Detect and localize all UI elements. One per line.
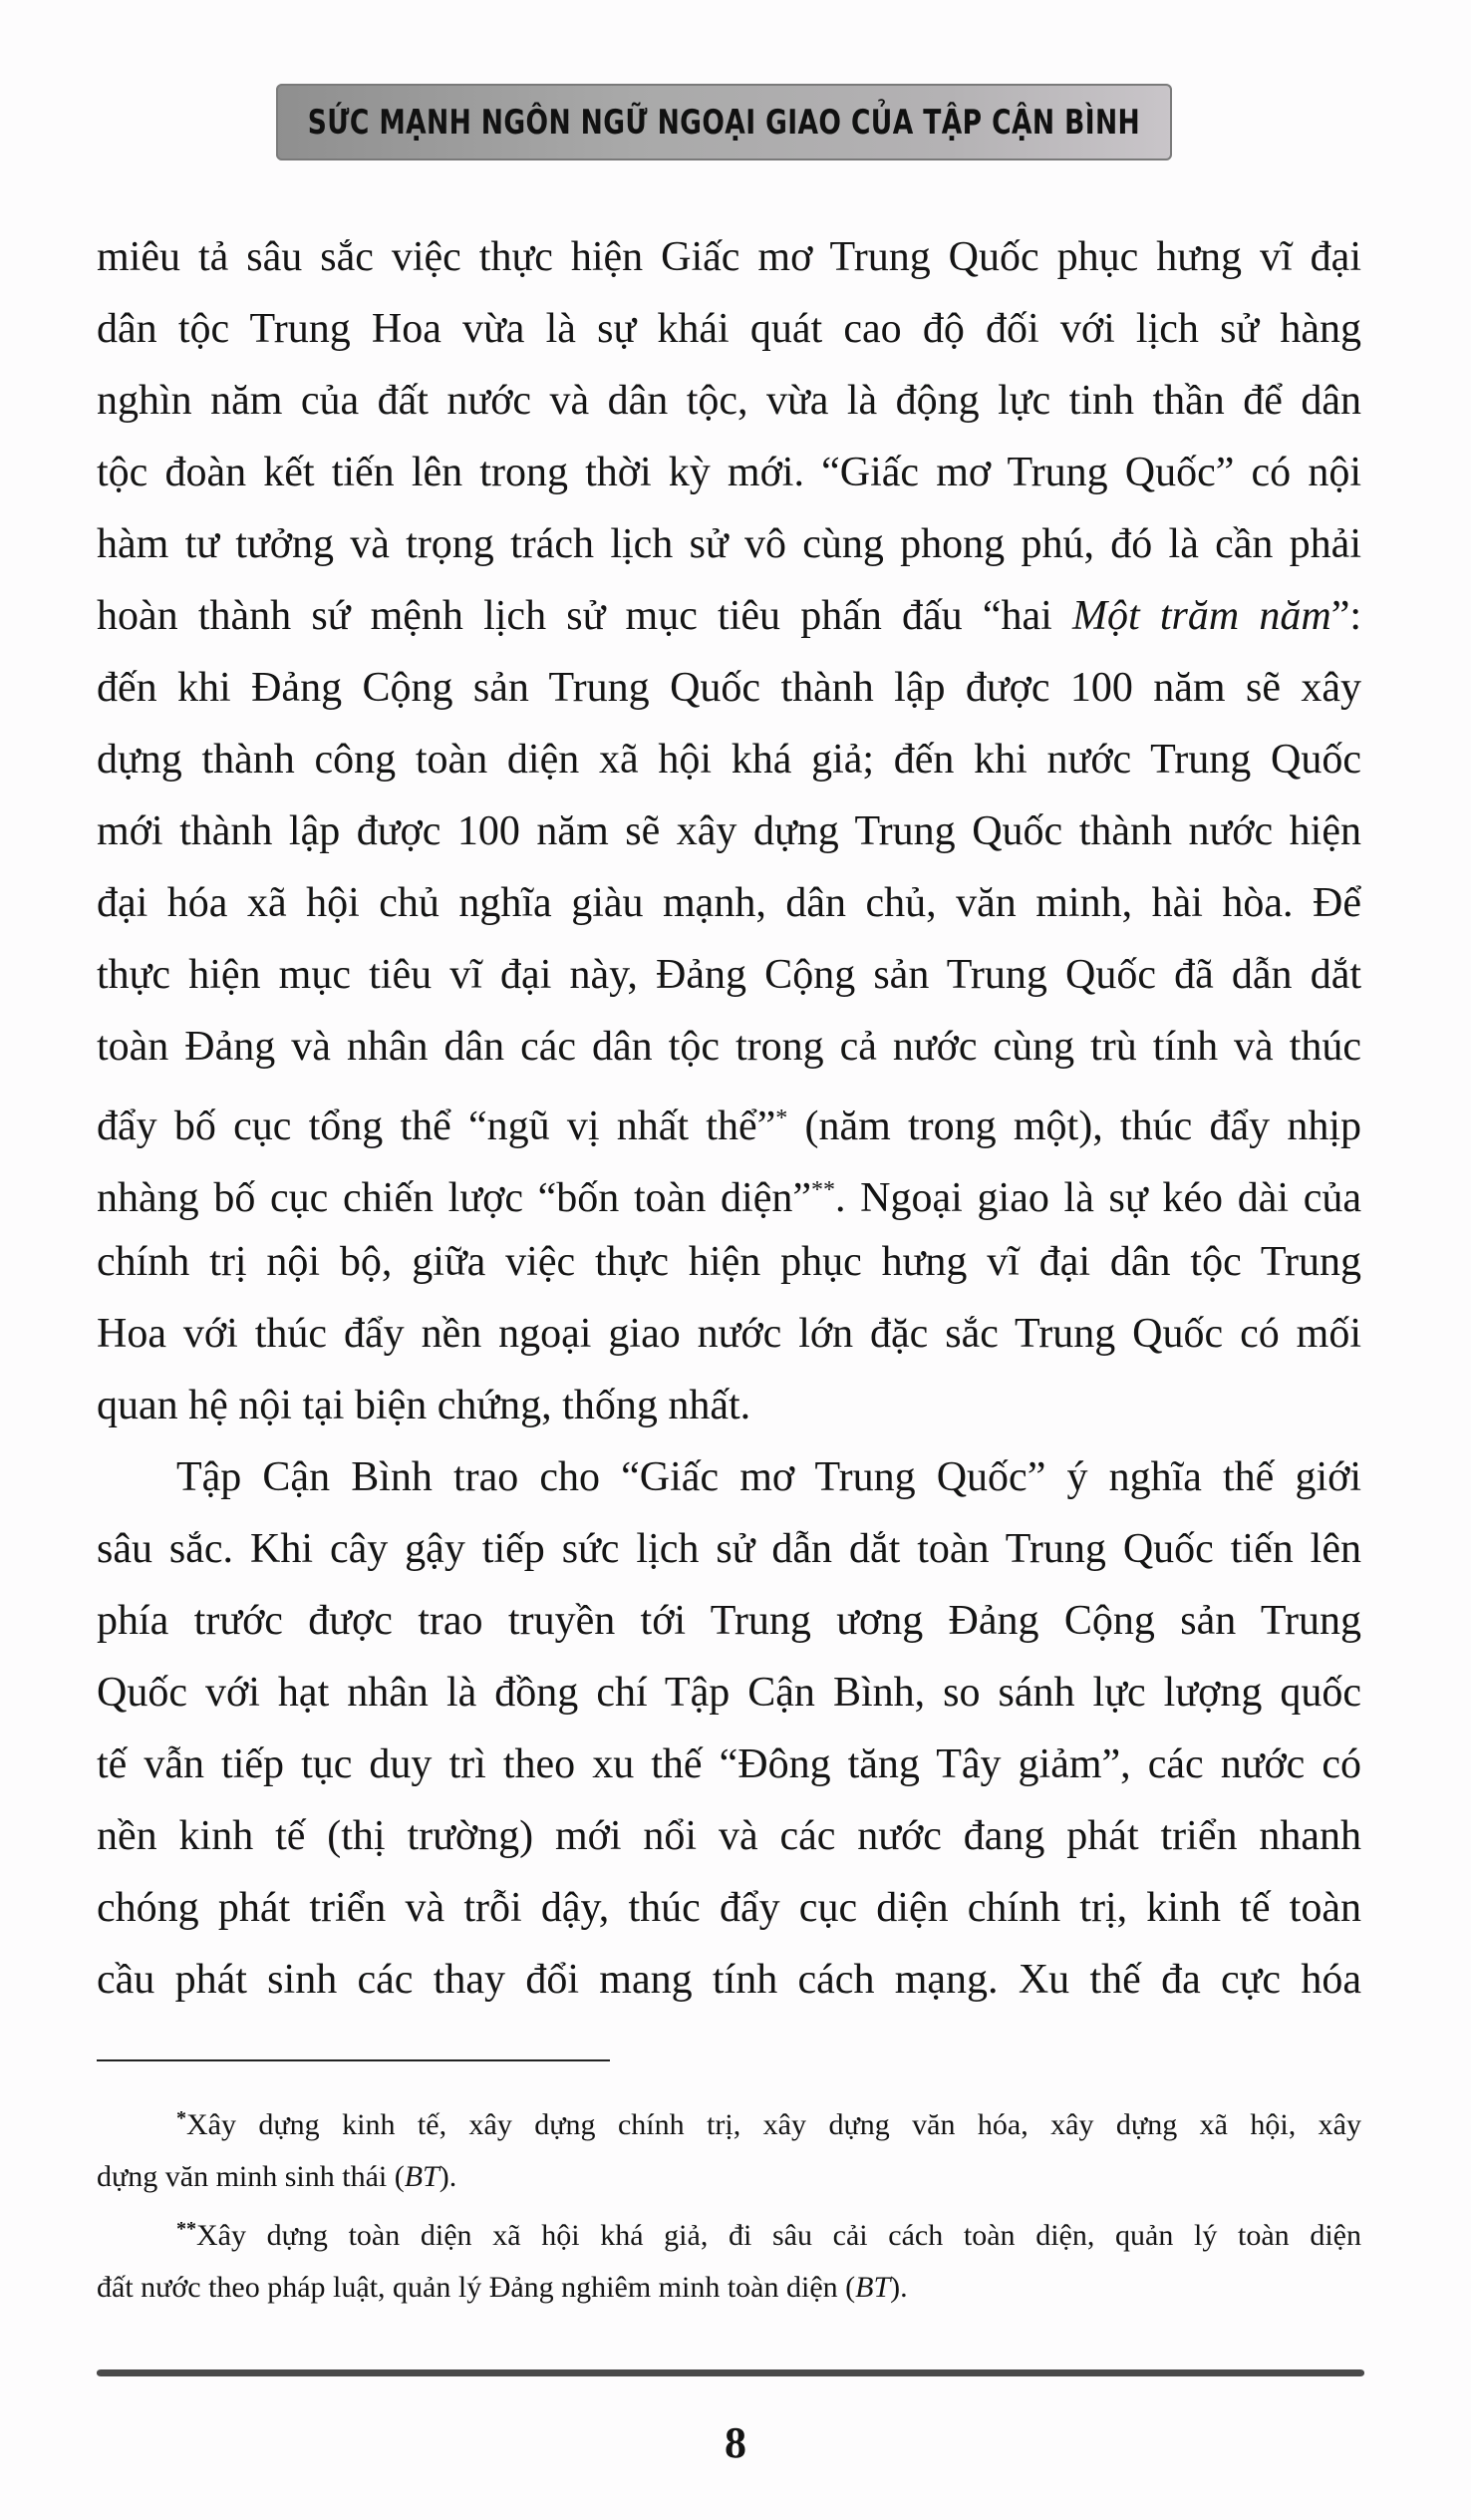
footnotes [97,2092,1361,2314]
footnote-separator [97,2059,610,2061]
running-header [276,84,1172,160]
text-line: quan hệ nội tại biện chứng, thống nhất. [97,1383,751,1428]
text-run: Xây dựng kinh tế, xây dựng chính trị, xây dựng văn hóa, xây dựng xã hội, xây [186,2108,1361,2141]
text-run: Một trăm năm [1071,593,1331,639]
text-run: đất nước theo pháp luật, quản lý Đảng nghiêm minh toàn diện ( [97,2271,856,2304]
text-line: tộc đoàn kết tiến lên trong thời kỳ mới. “Giấc mơ Trung Quốc” có nội [97,450,1361,495]
text-line [97,1154,1361,1226]
footnote-line [97,2262,1361,2314]
text-run: BT [855,2271,891,2304]
text-line: Hoa với thúc đẩy nền ngoại giao nước lớn đặc sắc Trung Quốc có mối [97,1311,1361,1357]
text-run: ). [890,2271,908,2304]
footnote-marker: ** [176,2218,196,2240]
text-run: hoàn thành sứ mệnh lịch sử mục tiêu phấn đấu “hai [97,593,1072,639]
text-line: toàn Đảng và nhân dân các dân tộc trong cả nước cùng trù tính và thúc [97,1024,1361,1070]
text-run: đẩy bố cục tổng thể “ngũ vị nhất thể” [97,1103,776,1149]
text-line: nền kinh tế (thị trường) mới nổi và các nước đang phát triển nhanh [97,1813,1361,1859]
text-line: mới thành lập được 100 năm sẽ xây dựng Trung Quốc thành nước hiện [97,808,1361,854]
footnote-marker: * [775,1105,788,1131]
text-run: nhàng bố cục chiến lược “bốn toàn diện” [97,1175,811,1221]
text-line [97,580,1361,652]
body-text [97,221,1361,2016]
text-run: ). [439,2160,457,2193]
running-header-title: SỨC MẠNH NGÔN NGỮ NGOẠI GIAO CỦA TẬP CẬN BÌNH [307,102,1141,143]
text-line: chóng phát triển và trỗi dậy, thúc đẩy cục diện chính trị, kinh tế toàn [97,1885,1361,1931]
text-run: BT [404,2160,440,2193]
text-line: dân tộc Trung Hoa vừa là sự khái quát cao độ đối với lịch sử hàng [97,306,1361,352]
text-line: Tập Cận Bình trao cho “Giấc mơ Trung Quốc” ý nghĩa thế giới [176,1454,1361,1500]
text-line: cầu phát sinh các thay đổi mang tính cách mạng. Xu thế đa cực hóa [97,1957,1361,2003]
footnote-line [97,2203,1361,2262]
text-line: Quốc với hạt nhân là đồng chí Tập Cận Bình, so sánh lực lượng quốc [97,1670,1361,1716]
footer-rule [97,2369,1364,2376]
text-run: ”: [1330,593,1361,639]
footnote-line [97,2151,1361,2203]
text-line: đến khi Đảng Cộng sản Trung Quốc thành lập được 100 năm sẽ xây [97,665,1361,711]
text-line: sâu sắc. Khi cây gậy tiếp sức lịch sử dẫn dắt toàn Trung Quốc tiến lên [97,1526,1361,1572]
text-line: đại hóa xã hội chủ nghĩa giàu mạnh, dân chủ, văn minh, hài hòa. Để [97,880,1361,926]
footnote-line [97,2092,1361,2151]
text-line: nghìn năm của đất nước và dân tộc, vừa là động lực tinh thần để dân [97,378,1361,424]
text-line: chính trị nội bộ, giữa việc thực hiện phục hưng vĩ đại dân tộc Trung [97,1239,1361,1285]
page-number: 8 [725,2418,746,2467]
text-line: dựng thành công toàn diện xã hội khá giả; đến khi nước Trung Quốc [97,737,1361,783]
text-line: thực hiện mục tiêu vĩ đại này, Đảng Cộng sản Trung Quốc đã dẫn dắt [97,952,1361,998]
text-run: Xây dựng toàn diện xã hội khá giả, đi sâu cải cách toàn diện, quản lý toàn diện [196,2219,1361,2252]
text-line: phía trước được trao truyền tới Trung ương Đảng Cộng sản Trung [97,1598,1361,1644]
text-line: hàm tư tưởng và trọng trách lịch sử vô cùng phong phú, đó là cần phải [97,521,1361,567]
text-line: tế vẫn tiếp tục duy trì theo xu thế “Đông tăng Tây giảm”, các nước có [97,1741,1361,1787]
text-line [97,1083,1361,1154]
text-run: (năm trong một), thúc đẩy nhịp [787,1103,1361,1149]
text-run: . Ngoại giao là sự kéo dài của [834,1175,1361,1221]
footnote-marker: * [176,2107,186,2129]
text-run: dựng văn minh sinh thái ( [97,2160,405,2193]
text-line: miêu tả sâu sắc việc thực hiện Giấc mơ Trung Quốc phục hưng vĩ đại [97,234,1361,280]
footnote-marker: ** [810,1177,835,1203]
